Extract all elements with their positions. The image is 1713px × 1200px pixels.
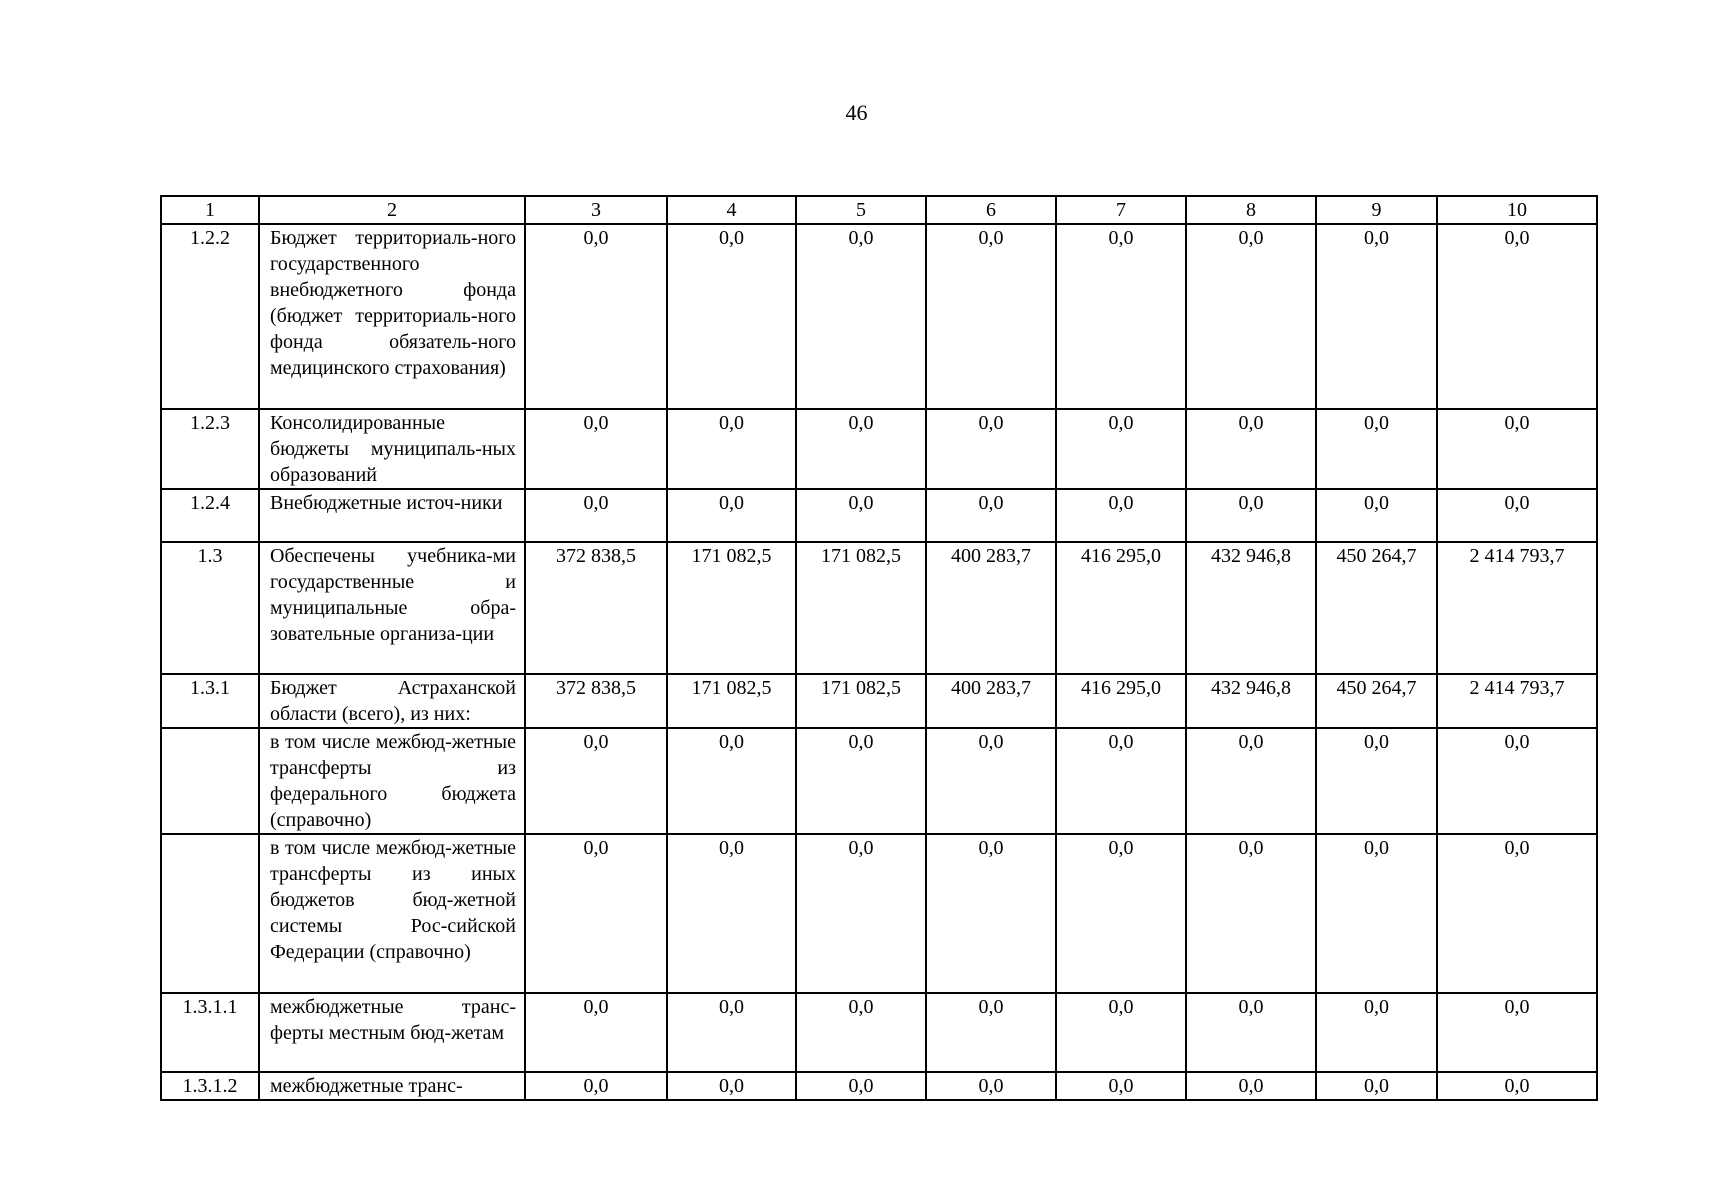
value-cell: 0,0 <box>1056 409 1186 489</box>
value-cell: 0,0 <box>926 834 1056 993</box>
value-cell: 0,0 <box>1056 834 1186 993</box>
value-cell: 0,0 <box>1316 489 1437 542</box>
value-cell: 450 264,7 <box>1316 674 1437 728</box>
value-cell: 0,0 <box>525 224 667 409</box>
value-cell: 0,0 <box>1056 1072 1186 1100</box>
value-cell: 0,0 <box>926 489 1056 542</box>
value-cell: 0,0 <box>926 1072 1056 1100</box>
column-number-header: 2 <box>259 196 525 224</box>
value-cell: 171 082,5 <box>667 542 796 674</box>
value-cell: 0,0 <box>1186 224 1316 409</box>
value-cell: 0,0 <box>525 409 667 489</box>
value-cell: 0,0 <box>1437 489 1597 542</box>
value-cell: 0,0 <box>1316 993 1437 1072</box>
row-code-cell: 1.3.1 <box>161 674 259 728</box>
value-cell: 432 946,8 <box>1186 674 1316 728</box>
value-cell: 0,0 <box>1437 834 1597 993</box>
value-cell: 0,0 <box>796 834 926 993</box>
value-cell: 0,0 <box>1437 993 1597 1072</box>
column-number-header: 3 <box>525 196 667 224</box>
value-cell: 0,0 <box>796 728 926 834</box>
budget-table <box>160 195 1598 1101</box>
value-cell: 416 295,0 <box>1056 674 1186 728</box>
row-code-cell <box>161 834 259 993</box>
table-row <box>161 728 1597 834</box>
table-row <box>161 993 1597 1072</box>
value-cell: 0,0 <box>1056 489 1186 542</box>
row-name-cell: Бюджет территориаль-ного государственного внебюджетного фонда (бюджет территориаль-ного фонда обязатель-ного медицинского страхования) <box>259 224 525 409</box>
column-number-header: 10 <box>1437 196 1597 224</box>
table-row <box>161 409 1597 489</box>
value-cell: 171 082,5 <box>667 674 796 728</box>
value-cell: 0,0 <box>525 834 667 993</box>
table-row <box>161 674 1597 728</box>
value-cell: 0,0 <box>667 993 796 1072</box>
value-cell: 0,0 <box>1437 224 1597 409</box>
value-cell: 0,0 <box>1316 224 1437 409</box>
table-row <box>161 1072 1597 1100</box>
column-number-header: 7 <box>1056 196 1186 224</box>
value-cell: 0,0 <box>667 409 796 489</box>
value-cell: 0,0 <box>1437 1072 1597 1100</box>
row-name-cell: в том числе межбюд-жетные трансферты из федерального бюджета (справочно) <box>259 728 525 834</box>
column-number-header: 5 <box>796 196 926 224</box>
value-cell: 0,0 <box>667 728 796 834</box>
value-cell: 0,0 <box>1186 834 1316 993</box>
value-cell: 171 082,5 <box>796 542 926 674</box>
value-cell: 0,0 <box>525 1072 667 1100</box>
table-row <box>161 224 1597 409</box>
column-number-header: 8 <box>1186 196 1316 224</box>
value-cell: 0,0 <box>796 1072 926 1100</box>
value-cell: 372 838,5 <box>525 674 667 728</box>
value-cell: 0,0 <box>796 993 926 1072</box>
value-cell: 0,0 <box>1186 409 1316 489</box>
value-cell: 0,0 <box>1437 728 1597 834</box>
row-code-cell: 1.3.1.1 <box>161 993 259 1072</box>
row-name-cell: Консолидированные бюджеты муниципаль-ных образований <box>259 409 525 489</box>
column-number-header: 1 <box>161 196 259 224</box>
row-code-cell <box>161 728 259 834</box>
value-cell: 0,0 <box>796 409 926 489</box>
row-name-cell: Внебюджетные источ-ники <box>259 489 525 542</box>
row-code-cell: 1.2.4 <box>161 489 259 542</box>
value-cell: 0,0 <box>667 1072 796 1100</box>
value-cell: 416 295,0 <box>1056 542 1186 674</box>
row-code-cell: 1.2.2 <box>161 224 259 409</box>
row-code-cell: 1.2.3 <box>161 409 259 489</box>
value-cell: 0,0 <box>1316 834 1437 993</box>
value-cell: 0,0 <box>1056 224 1186 409</box>
value-cell: 0,0 <box>1186 1072 1316 1100</box>
row-name-cell: Бюджет Астраханской области (всего), из них: <box>259 674 525 728</box>
column-number-header: 9 <box>1316 196 1437 224</box>
value-cell: 0,0 <box>926 993 1056 1072</box>
value-cell: 0,0 <box>667 489 796 542</box>
value-cell: 0,0 <box>926 224 1056 409</box>
value-cell: 0,0 <box>1186 489 1316 542</box>
value-cell: 0,0 <box>926 728 1056 834</box>
value-cell: 400 283,7 <box>926 542 1056 674</box>
value-cell: 0,0 <box>1056 728 1186 834</box>
row-name-cell: межбюджетные транс- <box>259 1072 525 1100</box>
page-number: 46 <box>845 100 868 125</box>
row-code-cell: 1.3 <box>161 542 259 674</box>
value-cell: 450 264,7 <box>1316 542 1437 674</box>
value-cell: 0,0 <box>1186 728 1316 834</box>
column-number-header: 6 <box>926 196 1056 224</box>
value-cell: 0,0 <box>1316 1072 1437 1100</box>
table-header-row <box>161 196 1597 224</box>
row-name-cell: Обеспечены учебника-ми государственные и муниципальные обра-зовательные организа-ции <box>259 542 525 674</box>
value-cell: 372 838,5 <box>525 542 667 674</box>
column-number-header: 4 <box>667 196 796 224</box>
value-cell: 0,0 <box>1186 993 1316 1072</box>
value-cell: 400 283,7 <box>926 674 1056 728</box>
value-cell: 2 414 793,7 <box>1437 542 1597 674</box>
value-cell: 0,0 <box>796 224 926 409</box>
value-cell: 0,0 <box>1316 728 1437 834</box>
value-cell: 0,0 <box>667 224 796 409</box>
value-cell: 0,0 <box>926 409 1056 489</box>
value-cell: 0,0 <box>525 489 667 542</box>
row-name-cell: в том числе межбюд-жетные трансферты из иных бюджетов бюд-жетной системы Рос-сийской Федерации (справочно) <box>259 834 525 993</box>
row-name-cell: межбюджетные транс-ферты местным бюд-жетам <box>259 993 525 1072</box>
value-cell: 0,0 <box>667 834 796 993</box>
value-cell: 2 414 793,7 <box>1437 674 1597 728</box>
table-row <box>161 834 1597 993</box>
value-cell: 432 946,8 <box>1186 542 1316 674</box>
value-cell: 0,0 <box>796 489 926 542</box>
value-cell: 171 082,5 <box>796 674 926 728</box>
value-cell: 0,0 <box>1316 409 1437 489</box>
table-row <box>161 489 1597 542</box>
value-cell: 0,0 <box>525 993 667 1072</box>
value-cell: 0,0 <box>525 728 667 834</box>
value-cell: 0,0 <box>1437 409 1597 489</box>
value-cell: 0,0 <box>1056 993 1186 1072</box>
table-row <box>161 542 1597 674</box>
row-code-cell: 1.3.1.2 <box>161 1072 259 1100</box>
